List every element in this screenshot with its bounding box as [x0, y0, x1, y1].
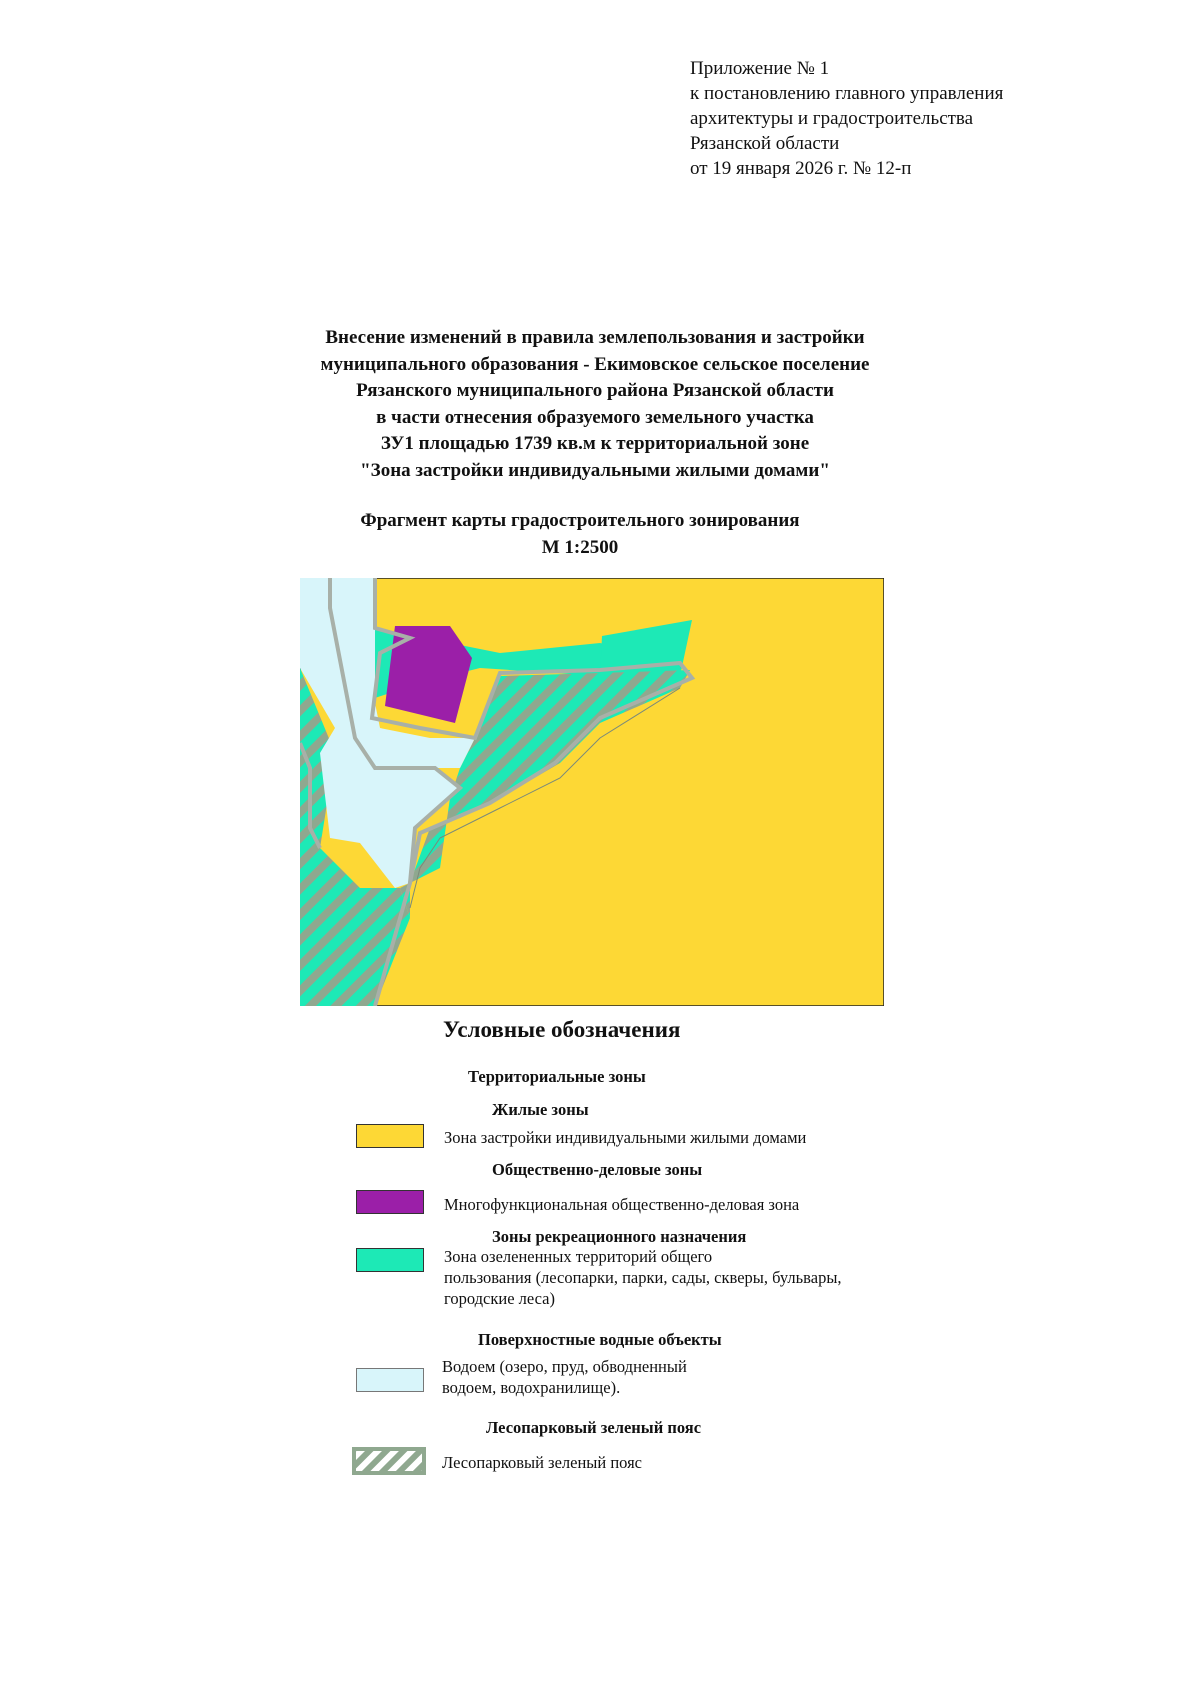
title-line: "Зона застройки индивидуальными жилыми домами" [360, 459, 830, 481]
legend-business-item: Многофункциональная общественно-деловая зона [444, 1195, 800, 1214]
appendix-line: Рязанской области [690, 133, 840, 154]
business-swatch [356, 1190, 424, 1214]
legend-water-line: Водоем (озеро, пруд, обводненный [442, 1357, 687, 1376]
title-line: в части отнесения образуемого земельного участка [376, 406, 814, 428]
legend-recreation-head: Зоны рекреационного назначения [492, 1227, 747, 1246]
legend-greenbelt-head: Лесопарковый зеленый пояс [486, 1418, 702, 1437]
residential-swatch [356, 1124, 424, 1148]
legend-territorial-zones: Территориальные зоны [468, 1067, 646, 1086]
title-line: муниципального образования - Екимовское сельское поселение [320, 353, 870, 375]
legend-water-head: Поверхностные водные объекты [478, 1330, 722, 1349]
title-line: Рязанского муниципального района Рязанской области [356, 380, 834, 401]
legend-recreation-line: Зона озелененных территорий общего [444, 1247, 713, 1266]
legend-water-item [442, 1356, 687, 1398]
legend-greenbelt-item: Лесопарковый зеленый пояс [442, 1453, 642, 1472]
document-title [200, 325, 990, 484]
legend-title: Условные обозначения [443, 1017, 681, 1042]
map-heading [250, 507, 910, 561]
appendix-line: архитектуры и градостроительства [690, 108, 974, 129]
appendix-line: к постановлению главного управления [690, 83, 1004, 104]
title-line: ЗУ1 площадью 1739 кв.м к территориальной зоне [380, 433, 810, 454]
appendix-header [690, 56, 1003, 181]
appendix-line: от 19 января 2026 г. № 12-п [690, 158, 912, 179]
zoning-map [300, 578, 884, 1006]
legend-residential-head: Жилые зоны [492, 1100, 589, 1119]
water-swatch [356, 1368, 424, 1392]
recreation-swatch [356, 1248, 424, 1272]
legend-recreation-line: пользования (лесопарки, парки, сады, скверы, бульвары, [444, 1268, 842, 1287]
legend-recreation-line: городские леса) [444, 1289, 555, 1308]
legend-residential-item: Зона застройки индивидуальными жилыми домами [444, 1128, 807, 1147]
map-scale: М 1:2500 [541, 537, 619, 558]
legend-water-line: водоем, водохранилище). [442, 1378, 621, 1397]
legend-recreation-item [444, 1246, 842, 1309]
title-line: Внесение изменений в правила землепользования и застройки [325, 327, 865, 348]
legend-business-head: Общественно-деловые зоны [492, 1160, 703, 1179]
map-heading-text: Фрагмент карты градостроительного зонирования [360, 510, 800, 531]
greenbelt-swatch [352, 1447, 426, 1475]
appendix-line: Приложение № 1 [690, 58, 830, 79]
